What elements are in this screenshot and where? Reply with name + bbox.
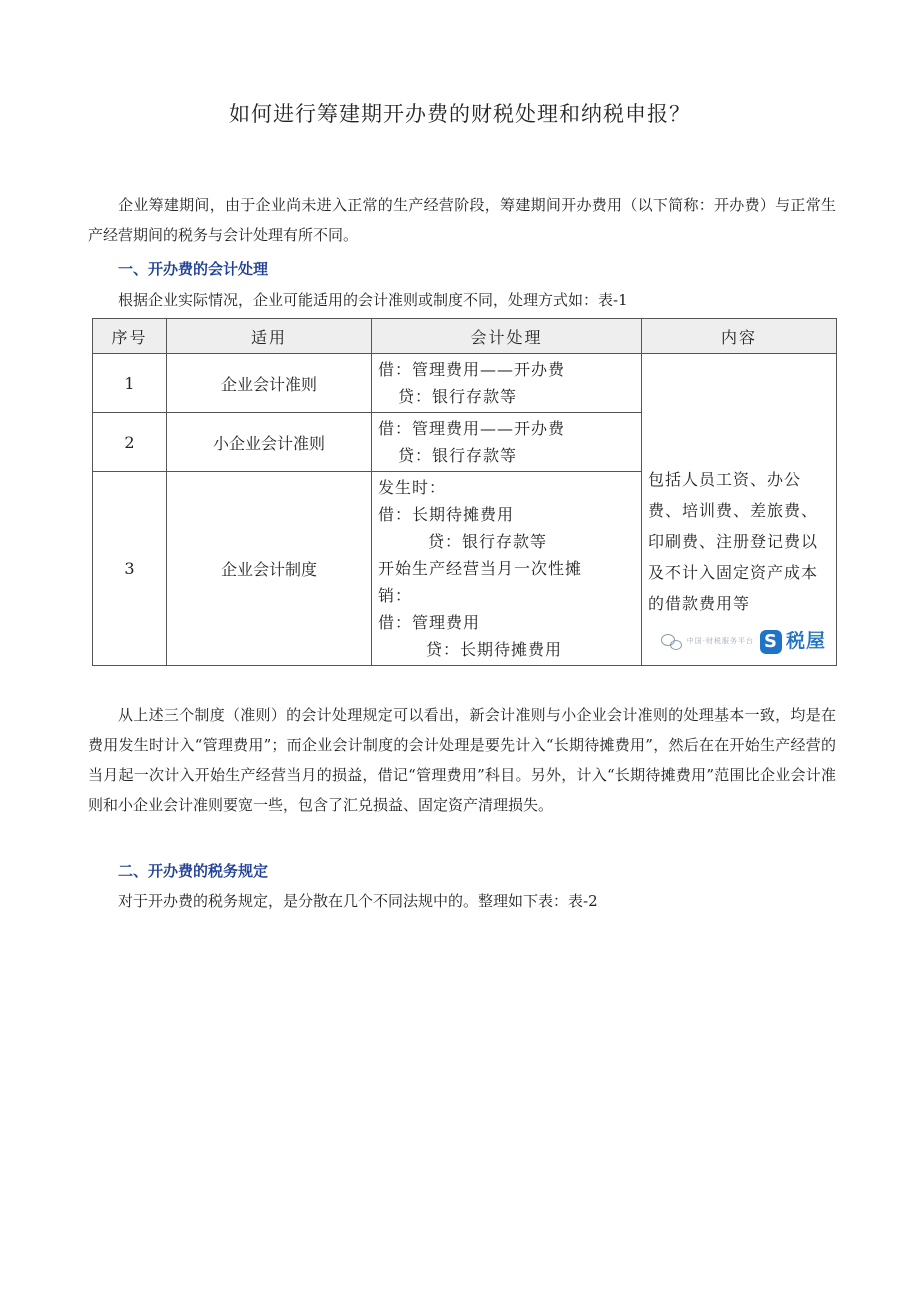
row-no: 3: [93, 472, 167, 666]
wechat-icon: [661, 634, 683, 650]
table-row: [93, 354, 837, 413]
row-apply: 企业会计制度: [167, 472, 372, 666]
accounting-treatment-table: [92, 318, 837, 666]
row-apply: 企业会计准则: [167, 354, 372, 413]
content-text: 包括人员工资、办公费、培训费、差旅费、印刷费、注册登记费以及不计入固定资产成本的借款费用等: [648, 470, 819, 613]
entry-line: 借：长期待摊费用: [378, 505, 515, 524]
header-treatment: 会计处理: [372, 319, 642, 354]
intro-paragraph: 企业筹建期间，由于企业尚未进入正常的生产经营阶段，筹建期间开办费用（以下简称：开办费）与正常生产经营期间的税务与会计处理有所不同。: [88, 196, 836, 244]
logo-text: 税屋: [785, 630, 826, 652]
row-treatment: [372, 472, 642, 666]
row-no: 2: [93, 413, 167, 472]
entry-line: 贷：银行存款等: [428, 532, 548, 551]
entry-line: 贷：银行存款等: [398, 387, 518, 406]
row-apply: 小企业会计准则: [167, 413, 372, 472]
entry-line: 贷：长期待摊费用: [426, 640, 563, 659]
entry-line: 借：管理费用——开办费: [378, 419, 566, 438]
shuiwu-logo-icon: S: [760, 630, 782, 654]
entry-line: 销：: [378, 586, 413, 605]
header-content: 内容: [642, 319, 837, 354]
entry-line: 发生时：: [378, 478, 447, 497]
section-heading-tax: 二、开办费的税务规定: [118, 862, 269, 880]
header-no: 序号: [93, 319, 167, 354]
accounting-table: [92, 318, 836, 660]
content-cell: [642, 354, 837, 666]
row-no: 1: [93, 354, 167, 413]
watermark-logo: [661, 626, 826, 657]
entry-line: 借：管理费用: [378, 613, 481, 632]
row-treatment: [372, 354, 642, 413]
analysis-paragraph: 从上述三个制度（准则）的会计处理规定可以看出，新会计准则与小企业会计准则的处理基本一致，均是在费用发生时计入“管理费用”；而企业会计制度的会计处理是要先计入“长期待摊费用”，然后在在开始生产经营的当月起一次计入开始生产经营当月的损益，借记“管理费用”科目。另外，计入“长期待摊费用”范围比企业会计准则和小企业会计准则要宽一些，包含了汇兑损益、固定资产清理损失。: [88, 706, 836, 814]
row-treatment: [372, 413, 642, 472]
table-header-row: [93, 319, 837, 354]
entry-line: 开始生产经营当月一次性摊: [378, 559, 583, 578]
entry-line: 贷：银行存款等: [398, 446, 518, 465]
section-heading-accounting: 一、开办费的会计处理: [118, 260, 269, 278]
entry-line: 借：管理费用——开办费: [378, 360, 566, 379]
page-title: 如何进行筹建期开办费的财税处理和纳税申报？: [229, 102, 691, 126]
logo-small-text: 中国·财税服务平台: [686, 637, 754, 645]
section-lead-tax: 对于开办费的税务规定，是分散在几个不同法规中的。整理如下表：表-2: [118, 892, 598, 910]
header-apply: 适用: [167, 319, 372, 354]
section-lead-accounting: 根据企业实际情况，企业可能适用的会计准则或制度不同，处理方式如：表-1: [118, 291, 628, 309]
